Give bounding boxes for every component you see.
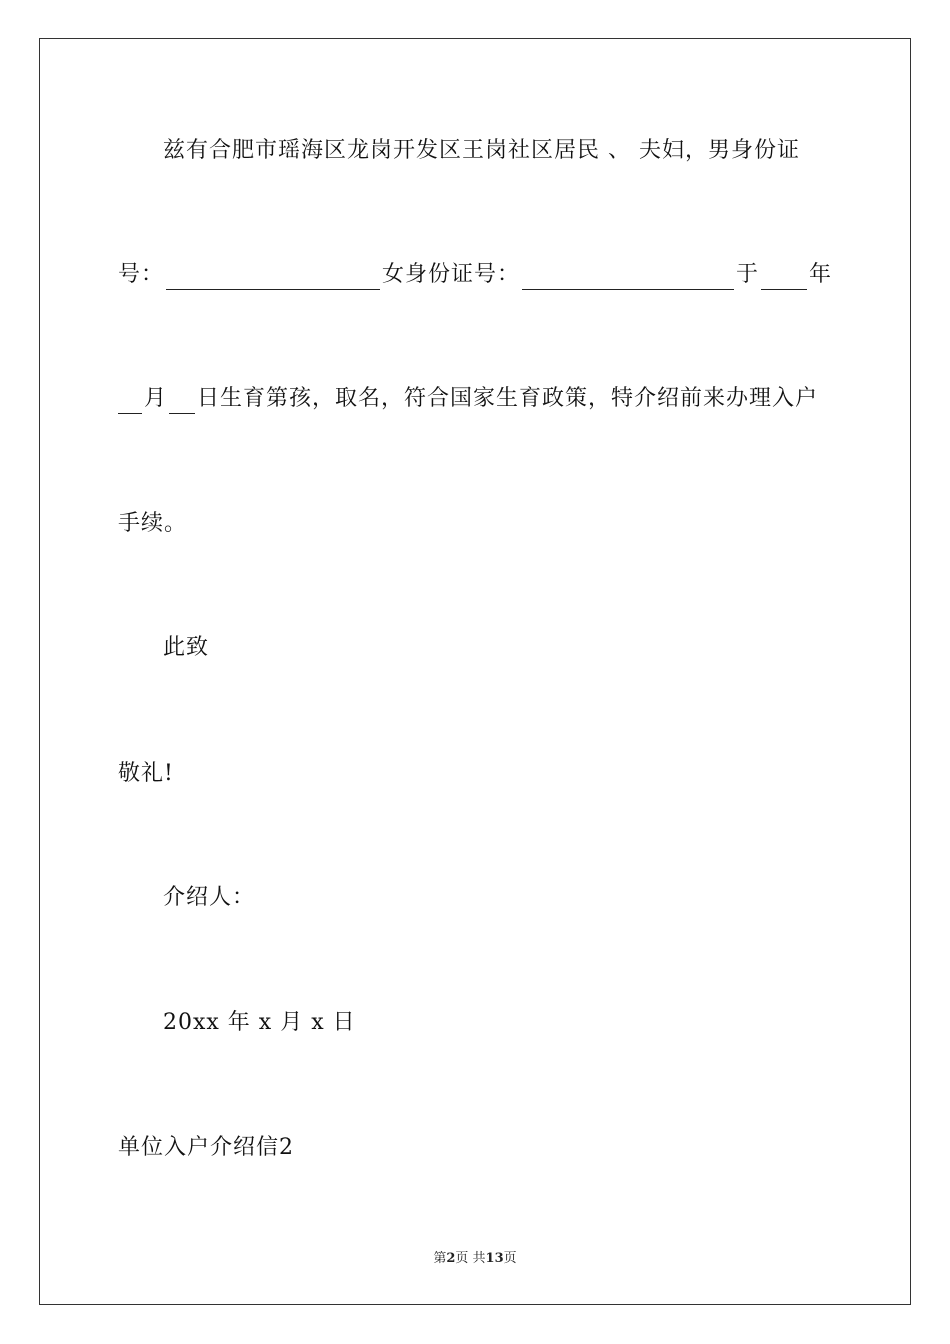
next-section-title: 单位入户介绍信2 (118, 1135, 294, 1160)
footer-page-number: 2 (446, 1251, 456, 1266)
body-line-3 (118, 384, 818, 414)
male-id-blank (166, 269, 380, 290)
page-border (39, 38, 911, 1305)
body-line-2 (118, 260, 832, 290)
footer-mid: 页 共 (455, 1251, 486, 1266)
date-line: 20xx 年 x 月 x 日 (163, 1010, 356, 1035)
closing-salutation: 此致 (163, 635, 210, 660)
female-id-blank (522, 269, 734, 290)
body-line-4: 手续。 (118, 511, 188, 536)
month-label: 月 (144, 386, 168, 411)
id-label-male: 号： (118, 262, 165, 287)
year-label: 年 (809, 262, 833, 287)
footer-prefix: 第 (433, 1251, 447, 1266)
closing-regards: 敬礼! (118, 761, 174, 786)
footer-suffix: 页 (503, 1251, 517, 1266)
footer-total-pages: 13 (485, 1251, 504, 1266)
id-label-female: 女身份证号： (382, 262, 521, 287)
day-blank (169, 393, 195, 414)
year-blank (761, 269, 807, 290)
birth-text: 日生育第孩，取名，符合国家生育政策，特介绍前来办理入户 (197, 386, 819, 411)
month-blank (118, 393, 142, 414)
on-label: 于 (736, 262, 760, 287)
page-footer (0, 1247, 950, 1266)
introducer-label: 介绍人： (163, 885, 256, 910)
body-line-1: 兹有合肥市瑶海区龙岗开发区王岗社区居民 、 夫妇，男身份证 (163, 138, 800, 163)
